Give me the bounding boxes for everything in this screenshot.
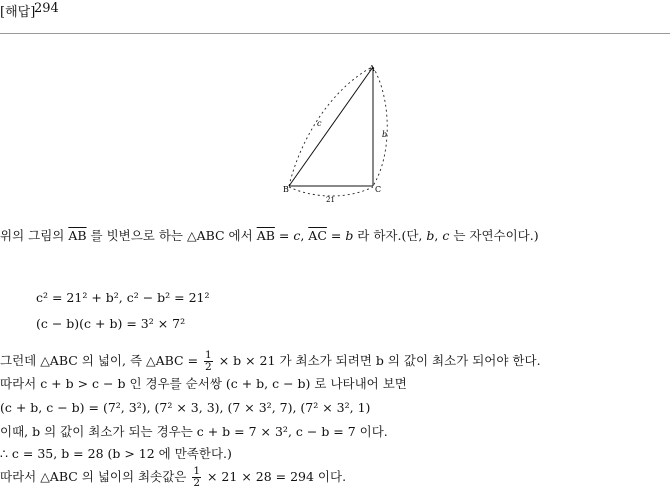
answer-value: 294	[34, 1, 59, 16]
arc-bc	[289, 187, 373, 196]
solution-line-3: 그런데 △ABC 의 넓이, 즉 △ABC = $\frac{1}{2}$ × b × 21 가 최소가 되려면 b 의 값이 최소가 되어야 한다.	[0, 349, 541, 373]
solution-line-7: ∴ c = 35, b = 28 (b > 12 에 만족한다.)	[0, 446, 232, 461]
solution-line-5: (c + b, c − b) = (7², 3²), (7² × 3, 3), (7 × 3², 7), (7² × 3², 1)	[0, 400, 371, 415]
equation-2: (c − b)(c + b) = 3² × 7²	[36, 316, 186, 331]
solution-line-8: 따라서 △ABC 의 넓이의 최솟값은 $\frac{1}{2}$ × 21 × 28 = 294 이다.	[0, 465, 347, 489]
arc-ac	[373, 67, 387, 186]
solution-line-6: 이때, b 의 값이 최소가 되는 경우는 c + b = 7 × 3², c − b = 7 이다.	[0, 424, 388, 439]
triangle-figure	[0, 0, 670, 210]
side-ab	[289, 67, 373, 186]
equation-1: c² = 21² + b², c² − b² = 21²	[36, 290, 210, 305]
label-c: c	[317, 119, 322, 128]
label-21: 21	[326, 196, 335, 204]
fraction-half-2: $\frac{1}{2}$	[193, 465, 201, 489]
solution-line-4: 따라서 c + b > c − b 인 경우를 순서쌍 (c + b, c − b) 로 나타내어 보면	[0, 376, 407, 391]
vertex-c: C	[375, 185, 382, 194]
answer-tag: [해답]	[0, 5, 36, 20]
vertex-a: A	[369, 64, 375, 73]
problem-statement: 위의 그림의 $\overline{AB}$ 를 빗변으로 하는 △ABC 에서 $\overline{AB} = c$, $\overline{AC} = b$ 라 하자.(단, b, c 는 자연수이다.)	[0, 228, 539, 243]
vertex-b: B	[283, 185, 289, 194]
label-b: b	[382, 130, 388, 139]
fraction-half: $\frac{1}{2}$	[205, 349, 212, 373]
